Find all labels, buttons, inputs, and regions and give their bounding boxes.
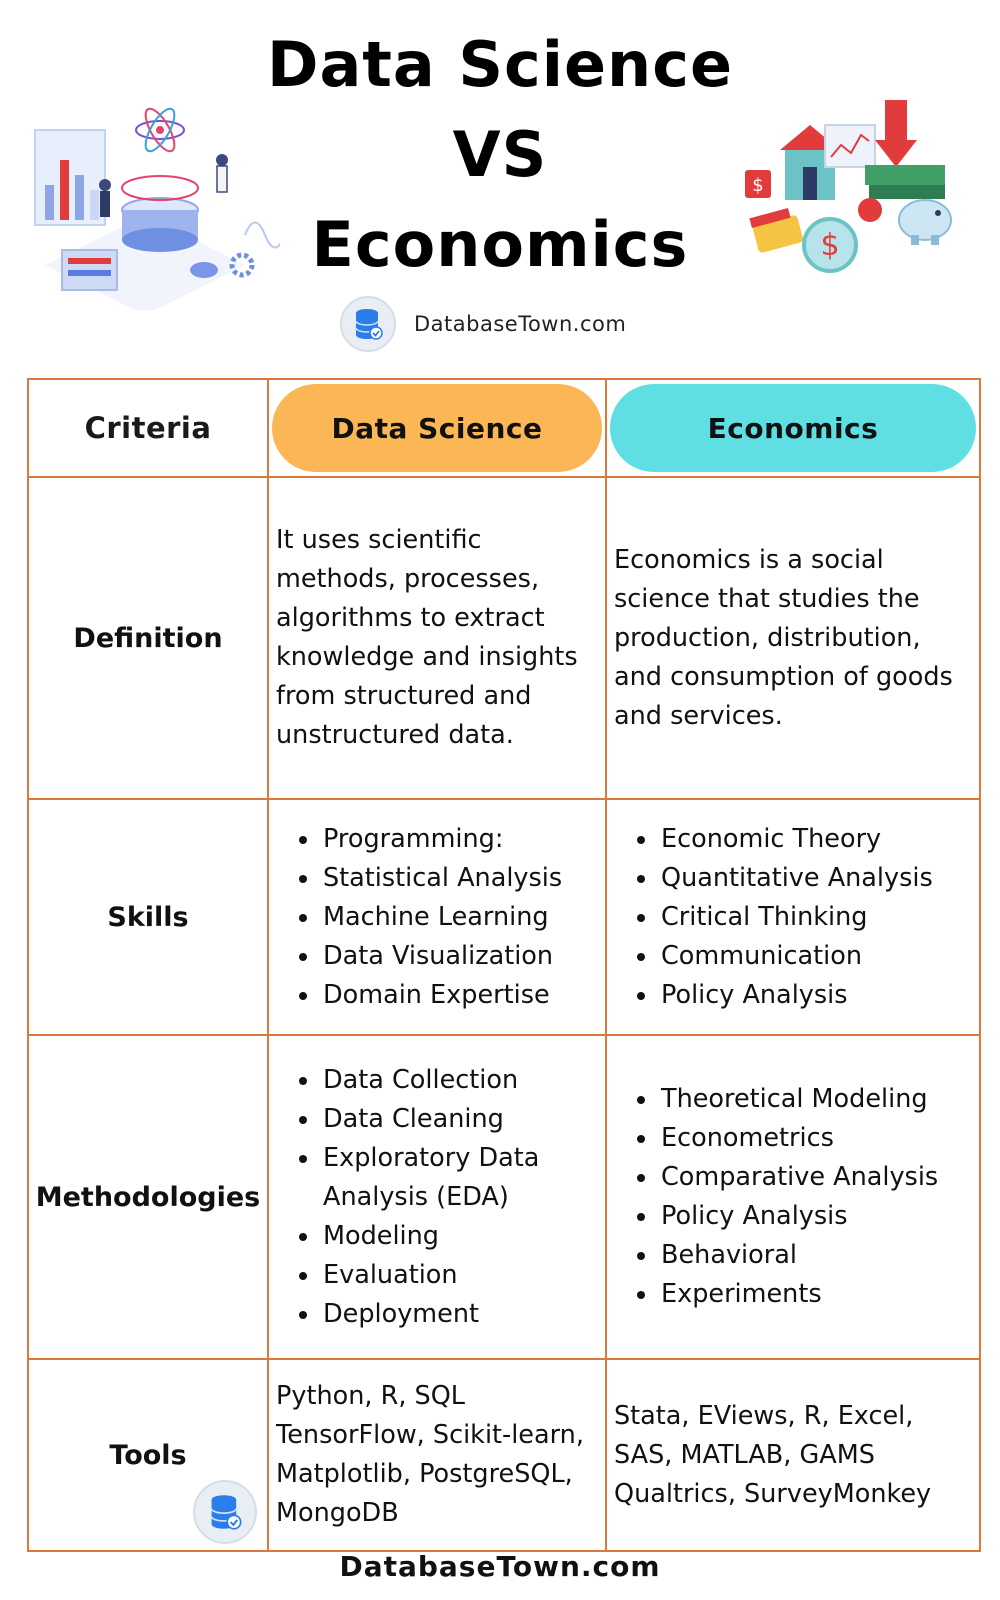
definition-economics-cell	[606, 477, 980, 799]
definition-row	[28, 477, 980, 799]
list-item: • Economic Theory	[659, 820, 979, 859]
svg-text:$: $	[752, 175, 764, 196]
list-item: • Programming:	[321, 820, 605, 859]
skills-label: Skills	[28, 799, 268, 1035]
list-item: • Econometrics	[659, 1119, 979, 1158]
title-line-1: Data Science	[266, 28, 733, 101]
methodologies-data-science-list	[269, 1061, 605, 1334]
list-item: • Comparative Analysis	[659, 1158, 979, 1197]
list-item: • Domain Expertise	[321, 976, 605, 1015]
comparison-table	[27, 378, 981, 1552]
methodologies-label: Methodologies	[28, 1035, 268, 1359]
site-name: DatabaseTown.com	[414, 312, 627, 336]
title-line-3: Economics	[311, 208, 689, 281]
methodologies-economics-list	[607, 1080, 979, 1314]
list-item: • Exploratory Data Analysis (EDA)	[321, 1139, 605, 1217]
skills-data-science-list	[269, 820, 605, 1015]
list-item: • Policy Analysis	[659, 1197, 979, 1236]
tools-row	[28, 1359, 980, 1551]
criteria-header: Criteria	[28, 379, 268, 477]
tools-data-science-cell	[268, 1359, 606, 1551]
data-science-illustration	[30, 90, 280, 310]
data-science-header-cell	[268, 379, 606, 477]
tools-data-science: Python, R, SQL TensorFlow, Scikit-learn, Matplotlib, PostgreSQL, MongoDB	[276, 1381, 584, 1528]
methodologies-data-science-cell	[268, 1035, 606, 1359]
list-item: • Data Visualization	[321, 937, 605, 976]
list-item: • Data Collection	[321, 1061, 605, 1100]
definition-data-science-cell	[268, 477, 606, 799]
list-item: • Machine Learning	[321, 898, 605, 937]
skills-data-science-cell	[268, 799, 606, 1035]
site-branding	[340, 296, 626, 352]
tools-label-cell	[28, 1359, 268, 1551]
economics-header: Economics	[610, 384, 976, 472]
database-check-icon	[193, 1480, 257, 1544]
list-item: • Statistical Analysis	[321, 859, 605, 898]
economics-illustration	[725, 95, 975, 285]
list-item: • Behavioral	[659, 1236, 979, 1275]
methodologies-economics-cell	[606, 1035, 980, 1359]
list-item: • Policy Analysis	[659, 976, 979, 1015]
list-item: • Theoretical Modeling	[659, 1080, 979, 1119]
svg-text:$: $	[820, 228, 840, 263]
skills-row	[28, 799, 980, 1035]
database-check-icon	[340, 296, 396, 352]
title-line-2: VS	[452, 118, 548, 191]
list-item: • Quantitative Analysis	[659, 859, 979, 898]
methodologies-row	[28, 1035, 980, 1359]
skills-economics-list	[607, 820, 979, 1015]
list-item: • Communication	[659, 937, 979, 976]
list-item: • Experiments	[659, 1275, 979, 1314]
tools-label: Tools	[109, 1439, 187, 1471]
definition-label: Definition	[28, 477, 268, 799]
definition-data-science: It uses scientific methods, processes, algorithms to extract knowledge and insights from structured and unstructured data.	[276, 525, 578, 750]
skills-economics-cell	[606, 799, 980, 1035]
tools-economics: Stata, EViews, R, Excel, SAS, MATLAB, GAMS Qualtrics, SurveyMonkey	[614, 1400, 932, 1509]
table-header-row	[28, 379, 980, 477]
footer-site-name: DatabaseTown.com	[339, 1550, 661, 1583]
data-science-header: Data Science	[272, 384, 602, 472]
list-item: • Data Cleaning	[321, 1100, 605, 1139]
list-item: • Modeling	[321, 1217, 605, 1256]
definition-economics: Economics is a social science that studies the production, distribution, and consumption of goods and services.	[614, 544, 953, 731]
economics-header-cell	[606, 379, 980, 477]
list-item: • Critical Thinking	[659, 898, 979, 937]
tools-economics-cell	[606, 1359, 980, 1551]
list-item: • Evaluation	[321, 1256, 605, 1295]
list-item: • Deployment	[321, 1295, 605, 1334]
